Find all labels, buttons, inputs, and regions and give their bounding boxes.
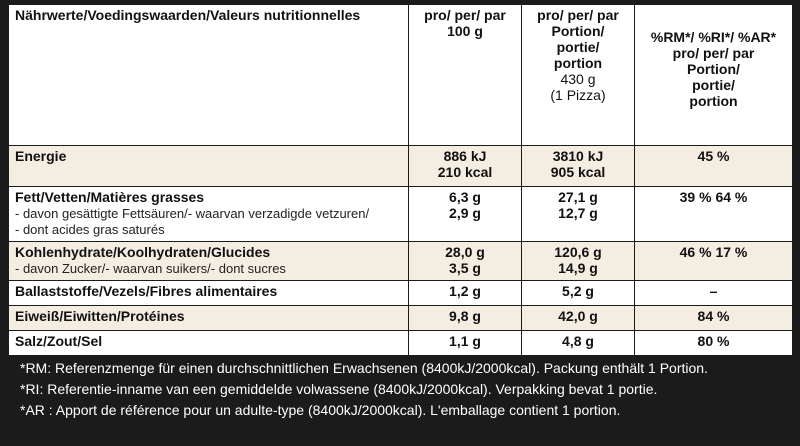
protein-per-100g: 9,8 g xyxy=(409,306,522,331)
salt-percent: 80 % xyxy=(635,331,793,356)
table-header-row xyxy=(9,5,793,146)
table-row-salt xyxy=(9,331,793,356)
header-nutrients: Nährwerte/Voedingswaarden/Valeurs nutritionnelles xyxy=(9,5,409,146)
carbohydrates-per-portion: 120,6 g 14,9 g xyxy=(522,242,635,281)
header-per-portion: pro/ per/ par Portion/ portie/ portion 430 g (1 Pizza) xyxy=(522,5,635,146)
salt-per-100g: 1,1 g xyxy=(409,331,522,356)
table-row-fat xyxy=(9,187,793,242)
table-row-energy xyxy=(9,146,793,187)
energy-percent: 45 % xyxy=(635,146,793,187)
salt-per-portion: 4,8 g xyxy=(522,331,635,356)
salt-label: Salz/Zout/Sel xyxy=(9,331,409,356)
footnote-ar: *AR : Apport de référence pour un adulte-type (8400kJ/2000kcal). L'emballage contient 1 portion. xyxy=(20,402,621,418)
footnotes xyxy=(20,358,790,421)
energy-label: Energie xyxy=(9,146,409,187)
fat-label: Fett/Vetten/Matières grasses - davon gesättigte Fettsäuren/- waarvan verzadigde vetzuren/ - dont acides gras saturés xyxy=(9,187,409,242)
fibre-percent: – xyxy=(635,281,793,306)
fibre-label: Ballaststoffe/Vezels/Fibres alimentaires xyxy=(9,281,409,306)
fat-per-portion: 27,1 g 12,7 g xyxy=(522,187,635,242)
fibre-per-portion: 5,2 g xyxy=(522,281,635,306)
fibre-per-100g: 1,2 g xyxy=(409,281,522,306)
carbohydrates-label: Kohlenhydrate/Koolhydraten/Glucides - davon Zucker/- waarvan suikers/- dont sucres xyxy=(9,242,409,281)
energy-per-100g: 886 kJ 210 kcal xyxy=(409,146,522,187)
fat-percent: 39 % 64 % xyxy=(635,187,793,242)
nutrition-table xyxy=(8,4,793,356)
table-row-carbohydrates xyxy=(9,242,793,281)
footnote-ri: *RI: Referentie-inname van een gemiddelde volwassene (8400kJ/2000kcal). Verpakking bevat 1 portie. xyxy=(20,381,658,397)
table-row-protein xyxy=(9,306,793,331)
carbohydrates-per-100g: 28,0 g 3,5 g xyxy=(409,242,522,281)
energy-per-portion: 3810 kJ 905 kcal xyxy=(522,146,635,187)
protein-per-portion: 42,0 g xyxy=(522,306,635,331)
fat-per-100g: 6,3 g 2,9 g xyxy=(409,187,522,242)
protein-label: Eiweiß/Eiwitten/Protéines xyxy=(9,306,409,331)
carbohydrates-percent: 46 % 17 % xyxy=(635,242,793,281)
header-per-100g: pro/ per/ par 100 g xyxy=(409,5,522,146)
footnote-rm: *RM: Referenzmenge für einen durchschnittlichen Erwachsenen (8400kJ/2000kcal). Packung enthält 1 Portion. xyxy=(20,360,708,376)
protein-percent: 84 % xyxy=(635,306,793,331)
header-percent-reference: %RM*/ %RI*/ %AR* pro/ per/ par Portion/ portie/ portion xyxy=(635,5,793,146)
table-row-fibre xyxy=(9,281,793,306)
